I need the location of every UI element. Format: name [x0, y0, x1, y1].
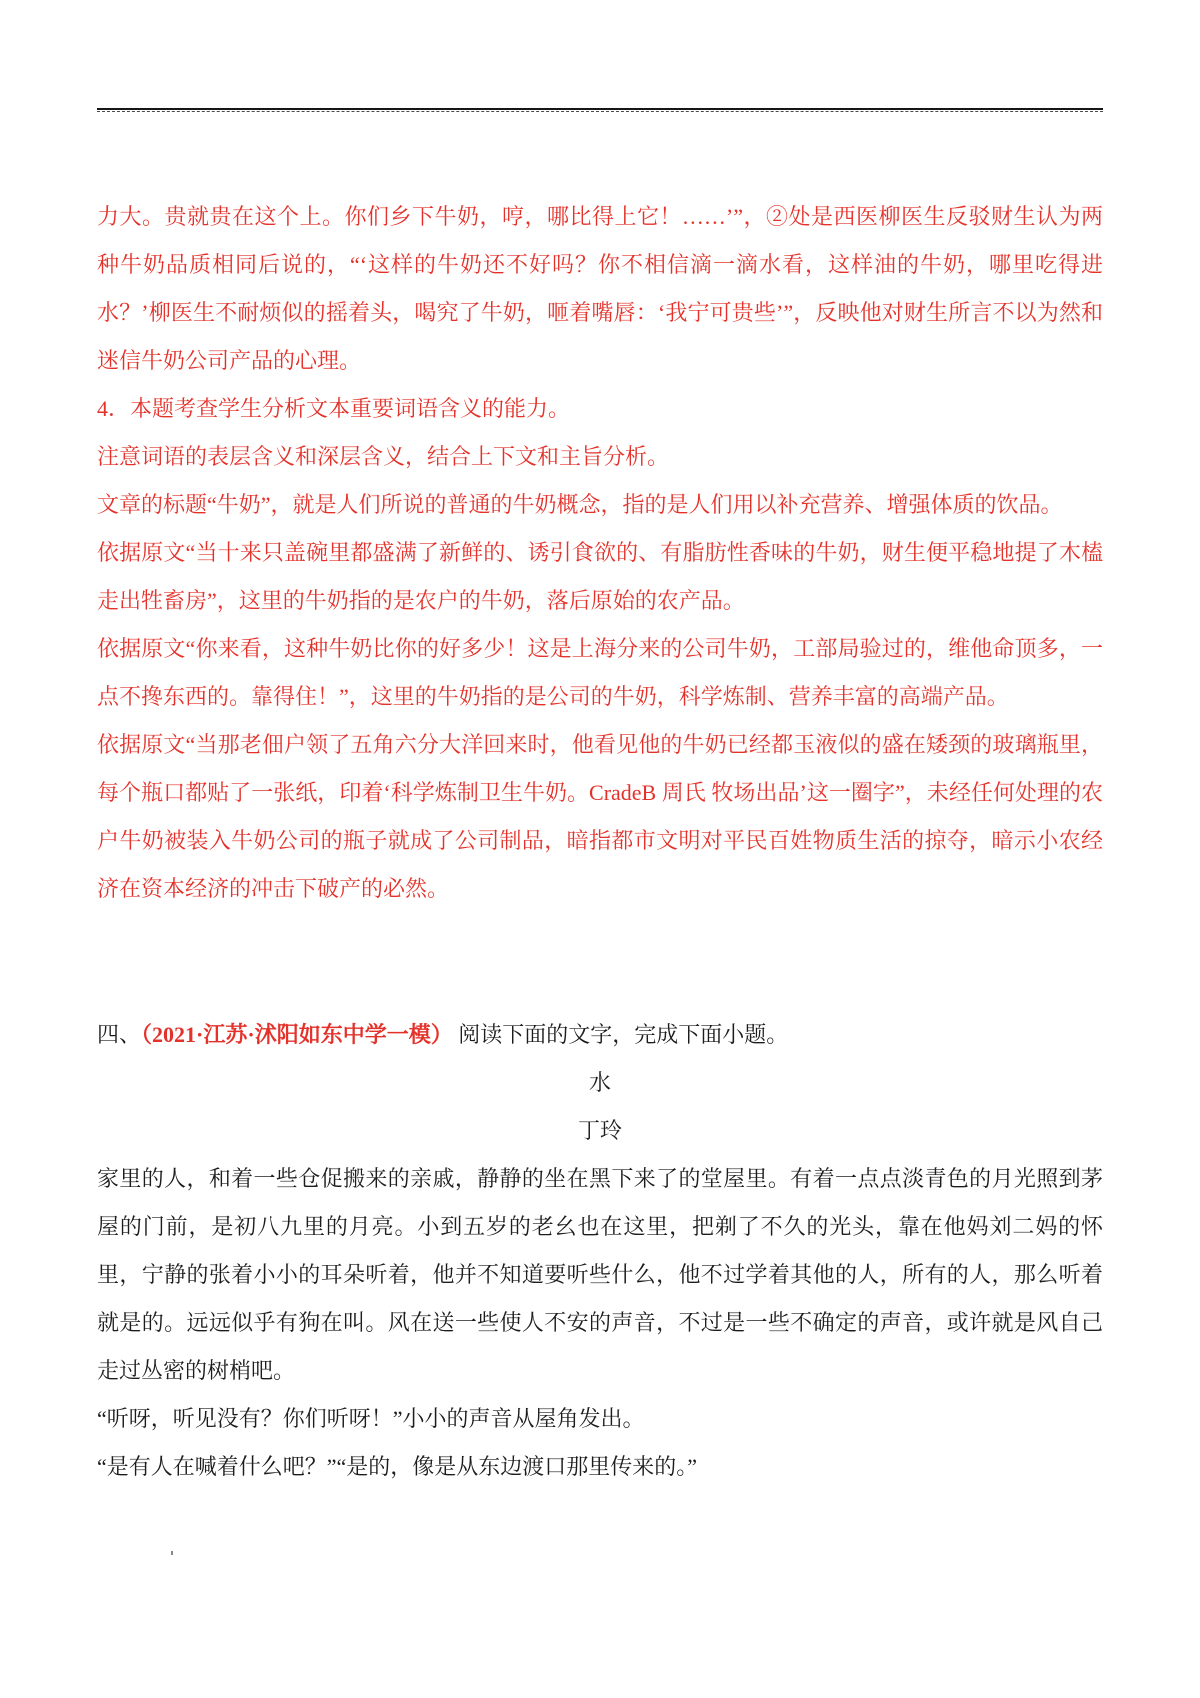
section-instruction: 阅读下面的文字，完成下面小题。 [458, 1022, 789, 1047]
answer-paragraph: 力大。贵就贵在这个上。你们乡下牛奶，哼，哪比得上它！……’”，②处是西医柳医生反驳财生认为两种牛奶品质相同后说的，“‘这样的牛奶还不好吗？你不相信滴一滴水看，这样油的牛奶，哪里吃得进水？’柳医生不耐烦似的摇着头，喝究了牛奶，咂着嘴唇：‘我宁可贵些’”，反映他对财生所言不以为然和迷信牛奶公司产品的心理。 [97, 204, 1103, 373]
answer-paragraph: 依据原文“当十来只盖碗里都盛满了新鲜的、诱引食欲的、有脂肪性香味的牛奶，财生便平稳地提了木榼走出牲畜房”，这里的牛奶指的是农户的牛奶，落后原始的农产品。 [97, 540, 1103, 613]
answer-paragraph: 依据原文“你来看，这种牛奶比你的好多少！这是上海分来的公司牛奶，工部局验过的，维他命顶多，一点不搀东西的。靠得住！”，这里的牛奶指的是公司的牛奶，科学炼制、营养丰富的高端产品。 [97, 636, 1103, 709]
passage-paragraph: “听呀，听见没有？你们听呀！”小小的声音从屋角发出。 [97, 1406, 645, 1431]
stray-mark [171, 1551, 173, 1555]
top-divider [97, 108, 1103, 112]
section-source: （2021·江苏·沭阳如东中学一模） [141, 1022, 453, 1047]
passage-title: 水 [588, 1070, 611, 1095]
answer-paragraph: 4．本题考查学生分析文本重要词语含义的能力。 [97, 396, 571, 421]
passage-paragraph: 家里的人，和着一些仓促搬来的亲戚，静静的坐在黑下来了的堂屋里。有着一点点淡青色的月光照到茅屋的门前，是初八九里的月亮。小到五岁的老幺也在这里，把剃了不久的光头，靠在他妈刘二妈的怀里，宁静的张着小小的耳朵听着，他并不知道要听些什么，他不过学着其他的人，所有的人，那么听着就是的。远远似乎有狗在叫。风在送一些使人不安的声音，不过是一些不确定的声音，或许就是风自己走过丛密的树梢吧。 [97, 1166, 1103, 1383]
section-heading [97, 1011, 1103, 1059]
answer-paragraph: 文章的标题“牛奶”，就是人们所说的普通的牛奶概念，指的是人们用以补充营养、增强体质的饮品。 [97, 492, 1063, 517]
passage-paragraph: “是有人在喊着什么吧？”“是的，像是从东边渡口那里传来的。” [97, 1454, 698, 1479]
section-number: 四、 [97, 1022, 142, 1047]
answer-paragraph: 依据原文“当那老佃户领了五角六分大洋回来时，他看见他的牛奶已经都玉液似的盛在矮颈的玻璃瓶里，每个瓶口都贴了一张纸，印着‘科学炼制卫生牛奶。CradeB 周氏 牧场出品’这一圈字”，未经任何处理的农户牛奶被装入牛奶公司的瓶子就成了公司制品，暗指都市文明对平民百姓物质生活的掠夺，暗示小农经济在资本经济的冲击下破产的必然。 [97, 732, 1103, 901]
answer-analysis-block [97, 193, 1103, 913]
passage-author: 丁玲 [577, 1118, 622, 1143]
reading-section [97, 1011, 1103, 1491]
answer-paragraph: 注意词语的表层含义和深层含义，结合上下文和主旨分析。 [97, 444, 670, 469]
